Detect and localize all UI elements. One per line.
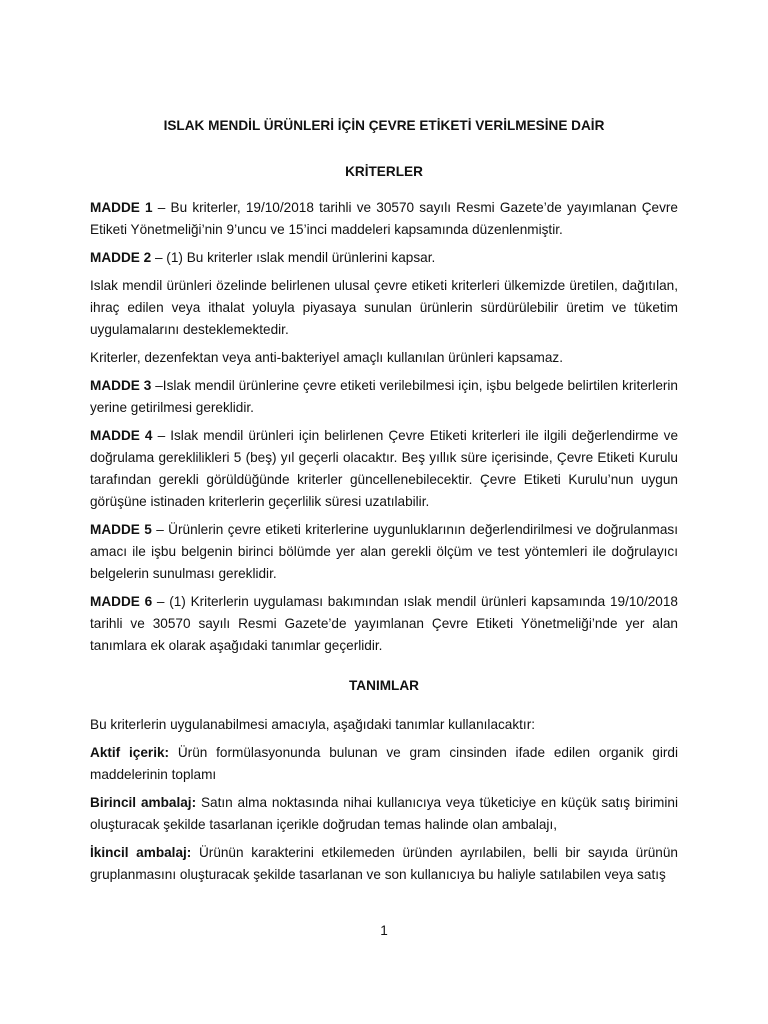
- paragraph-madde-1: [90, 197, 678, 241]
- paragraph-text: Kriterler, dezenfektan veya anti-bakteriyel amaçlı kullanılan ürünleri kapsamaz.: [90, 350, 563, 365]
- definition-term: Aktif içerik:: [90, 745, 170, 760]
- paragraph-madde-3: [90, 375, 678, 419]
- paragraph-exclusion: [90, 347, 678, 369]
- definition-text: Ürünün karakterini etkilemeden üründen ayrılabilen, belli bir sayıda ürünün gruplanmasını oluşturacak şekilde tasarlanan ve son kullanıcıya bu haliyle satılabilen veya satış: [90, 845, 678, 882]
- paragraph-label: MADDE 6: [90, 594, 153, 609]
- definition-birincil-ambalaj: [90, 792, 678, 836]
- document-body: [90, 116, 678, 892]
- page-number: 1: [380, 923, 388, 938]
- definition-ikincil-ambalaj: [90, 842, 678, 886]
- document-title: ISLAK MENDİL ÜRÜNLERİ İÇİN ÇEVRE ETİKETİ VERİLMESİNE DAİR: [163, 118, 605, 133]
- paragraph-scope: [90, 275, 678, 341]
- document-subtitle: KRİTERLER: [345, 164, 423, 179]
- definition-text: Satın alma noktasında nihai kullanıcıya veya tüketiciye en küçük satış birimini oluşturacak şekilde tasarlanan içerikle doğrudan temas halinde olan ambalajı,: [90, 795, 678, 832]
- definitions-intro: [90, 714, 678, 736]
- paragraph-label: MADDE 5: [90, 522, 152, 537]
- section-heading-tanimlar: TANIMLAR: [349, 678, 419, 693]
- paragraph-madde-4: [90, 425, 678, 513]
- paragraph-label: MADDE 3: [90, 378, 152, 393]
- paragraph-madde-5: [90, 519, 678, 585]
- paragraph-text: – Ürünlerin çevre etiketi kriterlerine uygunluklarının değerlendirilmesi ve doğrulanması amacı ile işbu belgenin birinci bölümde yer alan gerekli ölçüm ve test yöntemleri ile doğrulayıcı belgelerin sunulması gereklidir.: [90, 522, 678, 581]
- paragraph-label: MADDE 4: [90, 428, 153, 443]
- paragraph-label: MADDE 2: [90, 250, 152, 265]
- paragraph-madde-2: [90, 247, 678, 269]
- paragraph-text: – Islak mendil ürünleri için belirlenen Çevre Etiketi kriterleri ile ilgili değerlendirme ve doğrulama gereklilikleri 5 (beş) yıl geçerli olacaktır. Beş yıllık süre içerisinde, Çevre Etiketi Kurulu tarafından gerekli görüldüğünde kriterler güncellenebilecektir. Çevre Etiketi Kurulu’nun uygun görüşüne istinaden kriterlerin geçerlilik süresi uzatılabilir.: [90, 428, 678, 509]
- paragraph-madde-6: [90, 591, 678, 657]
- definition-term: Birincil ambalaj:: [90, 795, 197, 810]
- paragraph-text: Islak mendil ürünleri özelinde belirlenen ulusal çevre etiketi kriterleri ülkemizde üretilen, dağıtılan, ihraç edilen veya ithalat yoluyla piyasaya sunulan ürünlerin sürdürülebilir üretim ve tüketim uygulamalarını desteklemektedir.: [90, 278, 678, 337]
- paragraph-text: – Bu kriterler, 19/10/2018 tarihli ve 30570 sayılı Resmi Gazete’de yayımlanan Çevre Etiketi Yönetmeliği’nin 9’uncu ve 15’inci maddeleri kapsamında düzenlenmiştir.: [90, 200, 678, 237]
- paragraph-text: – (1) Bu kriterler ıslak mendil ürünlerini kapsar.: [151, 250, 436, 265]
- paragraph-text: Bu kriterlerin uygulanabilmesi amacıyla, aşağıdaki tanımlar kullanılacaktır:: [90, 717, 536, 732]
- paragraph-text: –Islak mendil ürünlerine çevre etiketi verilebilmesi için, işbu belgede belirtilen kriterlerin yerine getirilmesi gereklidir.: [90, 378, 678, 415]
- definition-term: İkincil ambalaj:: [90, 845, 192, 860]
- paragraph-label: MADDE 1: [90, 200, 153, 215]
- definition-text: Ürün formülasyonunda bulunan ve gram cinsinden ifade edilen organik girdi maddelerinin toplamı: [90, 745, 678, 782]
- paragraph-text: – (1) Kriterlerin uygulaması bakımından ıslak mendil ürünleri kapsamında 19/10/2018 tarihli ve 30570 sayılı Resmi Gazete’de yayımlanan Çevre Etiketi Yönetmeliği’nde yer alan tanımlara ek olarak aşağıdaki tanımlar geçerlidir.: [90, 594, 678, 653]
- definition-aktif-icerik: [90, 742, 678, 786]
